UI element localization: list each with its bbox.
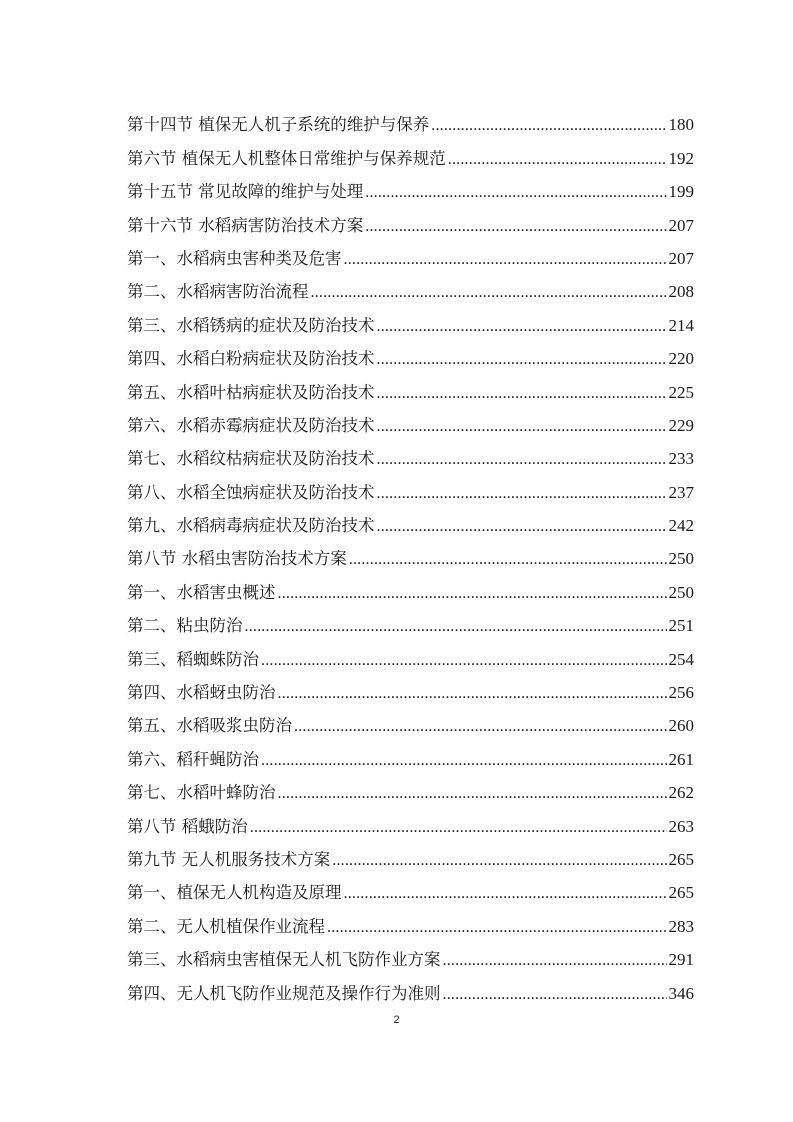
toc-entry[interactable]	[127, 469, 694, 502]
toc-dot-leader	[311, 282, 667, 302]
toc-dot-leader	[448, 149, 667, 169]
toc-entry-page: 233	[668, 449, 694, 469]
toc-entry-title: 第六节 植保无人机整体日常维护与保养规范	[127, 148, 446, 168]
toc-entry[interactable]	[127, 202, 694, 235]
toc-entry-title: 第九、水稻病毒病症状及防治技术	[127, 516, 375, 536]
toc-entry[interactable]	[127, 369, 694, 402]
toc-entry-page: 346	[668, 983, 694, 1003]
toc-entry-page: 261	[668, 749, 694, 769]
toc-entry-title: 第二、粘虫防治	[127, 616, 243, 636]
toc-entry-title: 第五、水稻吸浆虫防治	[127, 716, 292, 736]
toc-entry-page: 208	[668, 282, 694, 302]
toc-entry[interactable]	[127, 736, 694, 769]
toc-dot-leader	[377, 383, 667, 403]
toc-entry-page: 251	[668, 616, 694, 636]
toc-entry-page: 265	[668, 883, 694, 903]
toc-entry-page: 256	[668, 683, 694, 703]
toc-entry[interactable]	[127, 403, 694, 436]
toc-entry-page: 262	[668, 783, 694, 803]
toc-entry-page: 283	[668, 916, 694, 936]
toc-entry-title: 第六、水稻赤霉病症状及防治技术	[127, 415, 375, 435]
toc-dot-leader	[332, 850, 666, 870]
toc-entry-title: 第四、无人机飞防作业规范及操作行为准则	[127, 983, 441, 1003]
toc-entry[interactable]	[127, 937, 694, 970]
toc-entry[interactable]	[127, 970, 694, 1003]
toc-dot-leader	[377, 316, 667, 336]
toc-entry[interactable]	[127, 837, 694, 870]
toc-entry-title: 第十四节 植保无人机子系统的维护与保养	[127, 115, 430, 135]
toc-entry[interactable]	[127, 436, 694, 469]
toc-entry-title: 第十六节 水稻病害防治技术方案	[127, 215, 364, 235]
toc-entry-title: 第八、水稻全蚀病症状及防治技术	[127, 482, 375, 502]
toc-entry-title: 第一、植保无人机构造及原理	[127, 883, 342, 903]
toc-dot-leader	[245, 616, 667, 636]
toc-entry-title: 第一、水稻害虫概述	[127, 582, 276, 602]
toc-dot-leader	[327, 917, 667, 937]
toc-entry-page: 225	[668, 382, 694, 402]
toc-entry-page: 237	[668, 482, 694, 502]
toc-entry-title: 第五、水稻叶枯病症状及防治技术	[127, 382, 375, 402]
toc-entry-title: 第六、稻秆蝇防治	[127, 749, 259, 769]
toc-entry-page: 260	[668, 716, 694, 736]
toc-dot-leader	[349, 549, 667, 569]
toc-dot-leader	[278, 583, 667, 603]
toc-dot-leader	[365, 182, 666, 202]
toc-entry[interactable]	[127, 770, 694, 803]
toc-dot-leader	[431, 115, 666, 135]
toc-dot-leader	[377, 449, 667, 469]
toc-entry[interactable]	[127, 302, 694, 335]
toc-entry[interactable]	[127, 670, 694, 703]
toc-entry[interactable]	[127, 102, 694, 135]
toc-entry-page: 214	[668, 315, 694, 335]
toc-entry-page: 263	[668, 816, 694, 836]
toc-entry-title: 第七、水稻纹枯病症状及防治技术	[127, 449, 375, 469]
toc-entry-title: 第三、水稻锈病的症状及防治技术	[127, 315, 375, 335]
toc-dot-leader	[365, 216, 666, 236]
toc-dot-leader	[278, 683, 667, 703]
toc-dot-leader	[261, 650, 667, 670]
toc-entry[interactable]	[127, 135, 694, 168]
table-of-contents	[127, 102, 694, 1004]
toc-entry-page: 207	[668, 215, 694, 235]
toc-entry-title: 第四、水稻蚜虫防治	[127, 683, 276, 703]
toc-entry-page: 207	[668, 248, 694, 268]
toc-entry-page: 265	[668, 849, 694, 869]
toc-entry-page: 220	[668, 349, 694, 369]
toc-entry[interactable]	[127, 236, 694, 269]
toc-dot-leader	[377, 349, 667, 369]
toc-entry[interactable]	[127, 269, 694, 302]
toc-entry-title: 第四、水稻白粉病症状及防治技术	[127, 349, 375, 369]
toc-entry-page: 250	[668, 582, 694, 602]
toc-entry[interactable]	[127, 169, 694, 202]
toc-dot-leader	[377, 483, 667, 503]
toc-entry[interactable]	[127, 803, 694, 836]
toc-entry[interactable]	[127, 569, 694, 602]
toc-entry-page: 242	[668, 516, 694, 536]
toc-entry-title: 第三、水稻病虫害植保无人机飞防作业方案	[127, 950, 441, 970]
toc-entry-page: 291	[668, 950, 694, 970]
toc-entry-title: 第二、无人机植保作业流程	[127, 916, 325, 936]
toc-entry[interactable]	[127, 903, 694, 936]
toc-dot-leader	[344, 249, 667, 269]
toc-entry-title: 第八节 水稻虫害防治技术方案	[127, 549, 347, 569]
toc-entry[interactable]	[127, 636, 694, 669]
toc-entry-title: 第十五节 常见故障的维护与处理	[127, 182, 364, 202]
toc-entry[interactable]	[127, 870, 694, 903]
toc-entry[interactable]	[127, 503, 694, 536]
page-number: 2	[393, 1014, 400, 1026]
toc-entry-page: 254	[668, 649, 694, 669]
toc-entry[interactable]	[127, 536, 694, 569]
toc-entry-page: 250	[668, 549, 694, 569]
toc-entry-title: 第八节 稻蛾防治	[127, 816, 248, 836]
toc-dot-leader	[443, 950, 667, 970]
toc-dot-leader	[377, 516, 667, 536]
toc-entry[interactable]	[127, 603, 694, 636]
toc-dot-leader	[377, 416, 667, 436]
toc-entry-page: 180	[668, 115, 694, 135]
toc-dot-leader	[278, 783, 667, 803]
toc-entry[interactable]	[127, 336, 694, 369]
toc-dot-leader	[261, 750, 667, 770]
toc-dot-leader	[344, 883, 667, 903]
toc-entry-title: 第三、稻蜘蛛防治	[127, 649, 259, 669]
toc-entry-title: 第七、水稻叶蜂防治	[127, 783, 276, 803]
toc-entry[interactable]	[127, 703, 694, 736]
toc-entry-title: 第二、水稻病害防治流程	[127, 282, 309, 302]
toc-dot-leader	[443, 984, 667, 1004]
toc-dot-leader	[250, 817, 667, 837]
toc-entry-page: 229	[668, 415, 694, 435]
toc-entry-title: 第一、水稻病虫害种类及危害	[127, 248, 342, 268]
toc-dot-leader	[294, 716, 667, 736]
toc-entry-title: 第九节 无人机服务技术方案	[127, 849, 331, 869]
toc-entry-page: 192	[668, 148, 694, 168]
toc-entry-page: 199	[668, 182, 694, 202]
